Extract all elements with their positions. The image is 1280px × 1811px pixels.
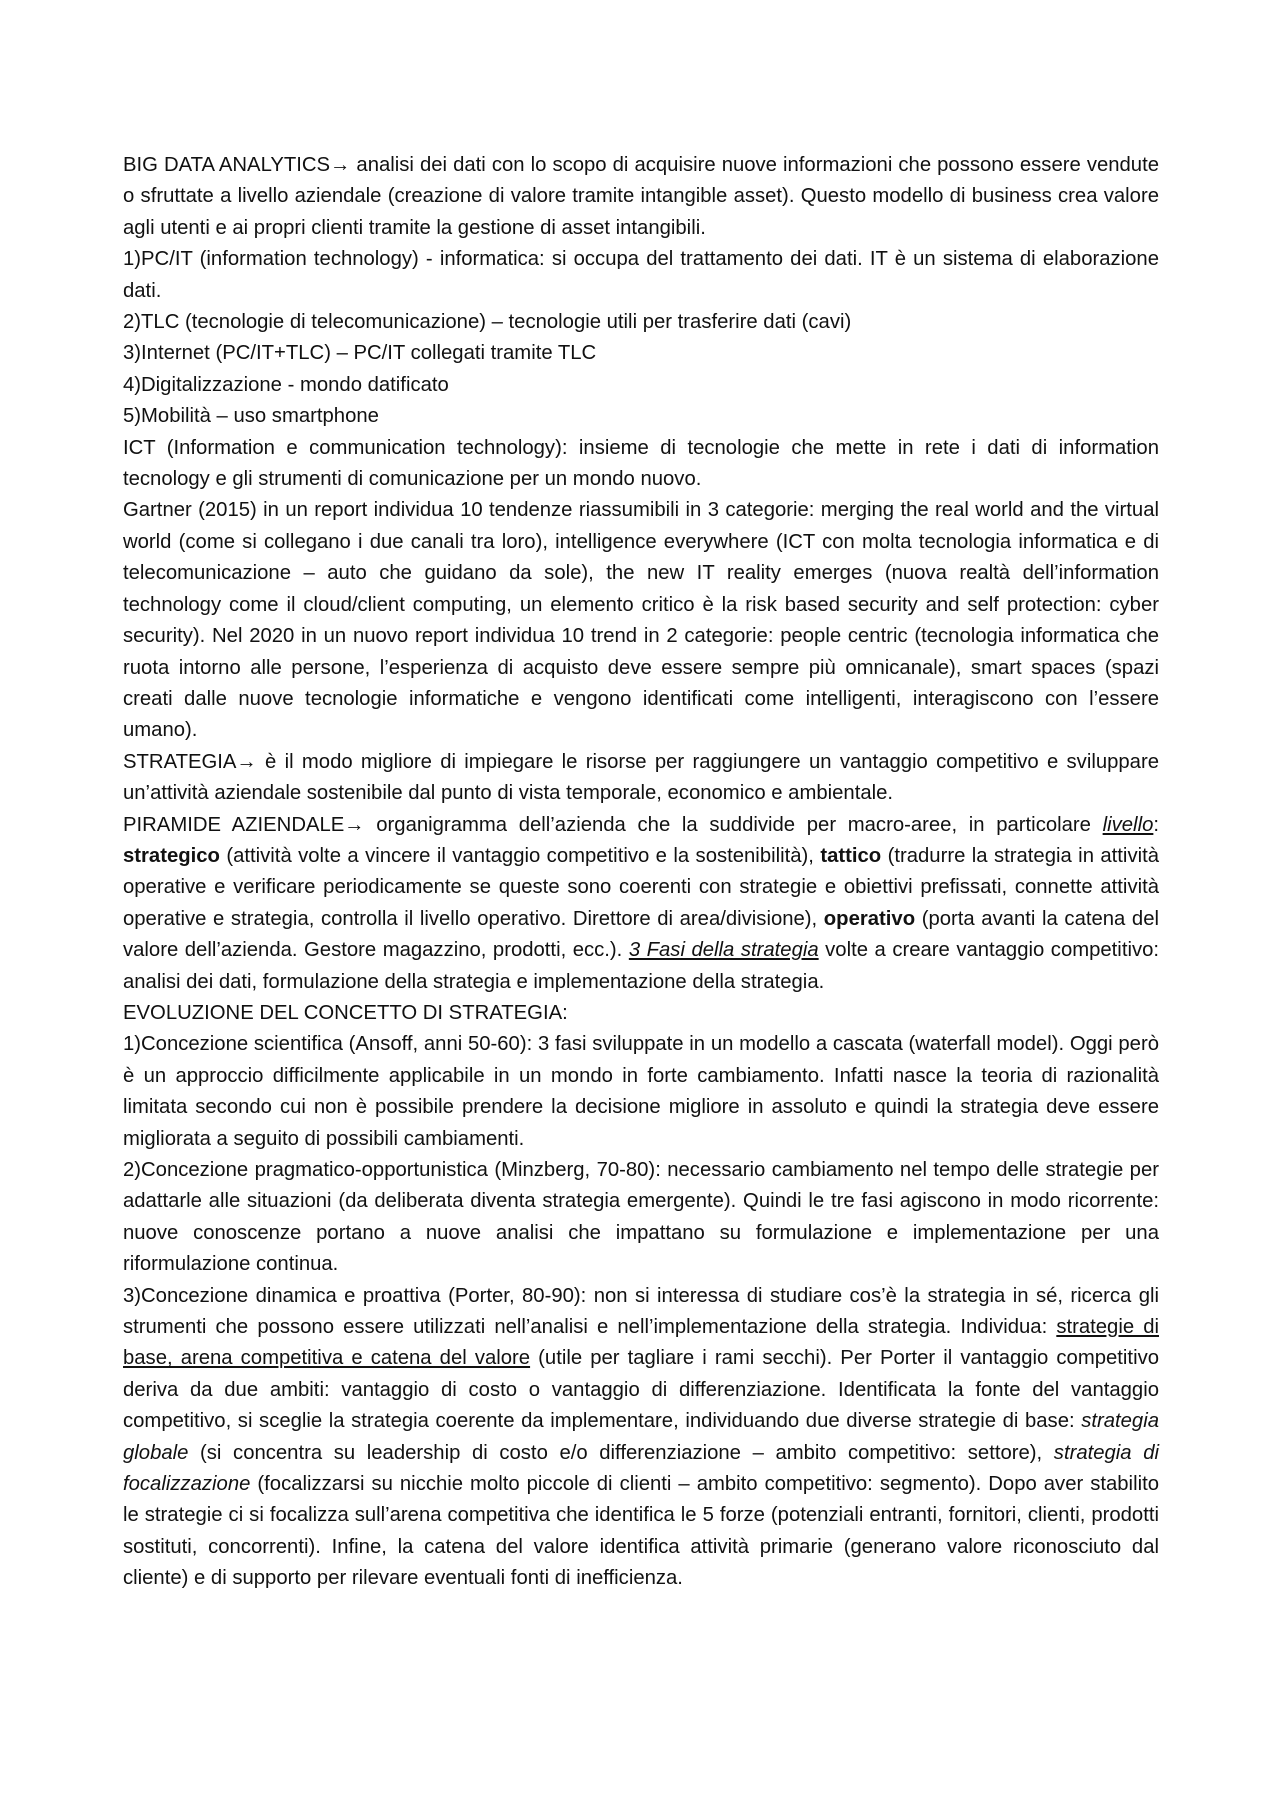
paragraph-evoluzione-1: 1)Concezione scientifica (Ansoff, anni 50-60): 3 fasi sviluppate in un modello a cascata (waterfall model). Oggi però è un approccio difficilmente applicabile in un mondo in forte cambiamento. Infatti nasce la teoria di razionalità limitata secondo cui non è possibile prendere la decisione migliore in assoluto e quindi la strategia deve essere migliorata a seguito di possibili cambiamenti. (123, 1033, 1159, 1150)
list-item: 4)Digitalizzazione - mondo datificato (123, 373, 449, 396)
list-item: 1)PC/IT (information technology) - informatica: si occupa del trattamento dei dati. IT è un sistema di elaborazione dati. (123, 248, 1159, 302)
heading-evoluzione: EVOLUZIONE DEL CONCETTO DI STRATEGIA: (123, 1001, 568, 1024)
term-strategia-globale: strategia globale (123, 1410, 1159, 1464)
term-operativo: operativo (823, 907, 916, 930)
text-segment: (tradurre la strategia in attività operative e verificare periodicamente se queste sono coerenti con strategie e obiettivi prefissati, connette attività operative e strategia, controlla il livello operativo. Direttore di area/divisione), (123, 844, 1159, 930)
term-porter-tools: strategie di base, arena competitiva e catena del valore (123, 1316, 1159, 1370)
text-big-data-analytics: analisi dei dati con lo scopo di acquisire nuove informazioni che possono essere vendute o sfruttate a livello aziendale (creazione di valore tramite intangible asset). Questo modello di business crea valore agli utenti e ai propri clienti tramite la gestione di asset intangibili. (123, 154, 1159, 239)
heading-piramide: PIRAMIDE AZIENDALE→ (123, 813, 365, 836)
paragraph-gartner: Gartner (2015) in un report individua 10 tendenze riassumibili in 3 categorie: merging the real world and the virtual world (come si collegano i due canali tra loro), intelligence everywhere (ICT con molta tecnologia informatica e di telecomunicazione – auto che guidano da sole), the new IT reality emerges (nuova realtà dell’information technology come il cloud/client computing, un elemento critico è la risk based security and self protection: cyber security). Nel 2020 in un nuovo report individua 10 trend in 2 categorie: people centric (tecnologia informatica che ruota intorno alle persone, l’esperienza di acquisto deve essere sempre più omnicanale), smart spaces (spazi creati dalle nuove tecnologie informatiche e vengono identificati come intelligenti, interagiscono con l’essere umano). (123, 499, 1159, 742)
text-segment: volte a creare vantaggio competitivo: analisi dei dati, formulazione della strategia e implementazione della strategia. (123, 939, 1160, 993)
term-tattico: tattico (820, 844, 882, 867)
text-segment: (porta avanti la catena del valore dell’azienda. Gestore magazzino, prodotti, ecc.). (123, 907, 1159, 962)
paragraph-evoluzione-3 (123, 1281, 1159, 1595)
term-livello: livello (1102, 813, 1154, 836)
heading-big-data-analytics: BIG DATA ANALYTICS→ (123, 154, 351, 176)
term-3-fasi: 3 Fasi della strategia (628, 939, 819, 962)
term-strategico: strategico (123, 844, 220, 867)
term-strategia-focalizzazione: strategia di focalizzazione (123, 1441, 1159, 1496)
text-segment: organigramma dell’azienda che la suddivide per macro-aree, in particolare (364, 813, 1103, 836)
paragraph-piramide (123, 810, 1159, 998)
list-item: 2)TLC (tecnologie di telecomunicazione) – tecnologie utili per trasferire dati (cavi) (123, 311, 852, 334)
paragraph-strategia (123, 747, 1159, 810)
text-segment: (utile per tagliare i rami secchi). Per Porter il vantaggio competitivo deriva da due ambiti: vantaggio di costo o vantaggio di differenziazione. Identificata la fonte del vantaggio competitivo, si sceglie la strategia coerente da implementare, individuando due diverse strategie di base: (123, 1347, 1159, 1433)
paragraph-evoluzione-2: 2)Concezione pragmatico-opportunistica (Minzberg, 70-80): necessario cambiamento nel tempo delle strategie per adattarle alle situazioni (da deliberata diventa strategia emergente). Quindi le tre fasi agiscono in modo ricorrente: nuove conoscenze portano a nuove analisi che impattano su formulazione e implementazione per una riformulazione continua. (123, 1159, 1159, 1276)
paragraph-big-data (123, 150, 1159, 244)
list-item: 5)Mobilità – uso smartphone (123, 405, 379, 428)
text-strategia: è il modo migliore di impiegare le risorse per raggiungere un vantaggio competitivo e sviluppare un’attività aziendale sostenibile dal punto di vista temporale, economico e ambientale. (123, 750, 1159, 805)
list-item: 3)Internet (PC/IT+TLC) – PC/IT collegati tramite TLC (123, 342, 597, 365)
text-segment: (focalizzarsi su nicchie molto piccole di clienti – ambito competitivo: segmento). Dopo aver stabilito le strategie ci si focalizza sull’arena competitiva che identifica le 5 forze (potenziali entranti, fornitori, clienti, prodotti sostituti, concorrenti). Infine, la catena del valore identifica attività primarie (generano valore riconosciuto dal cliente) e di supporto per rilevare eventuali fonti di inefficienza. (123, 1473, 1159, 1590)
text-segment: : (1153, 813, 1159, 836)
text-segment: (attività volte a vincere il vantaggio competitivo e la sostenibilità), (219, 844, 821, 867)
heading-strategia: STRATEGIA→ (123, 750, 257, 773)
text-segment: (si concentra su leadership di costo e/o differenziazione – ambito competitivo: settore), (188, 1441, 1054, 1464)
document-page (123, 150, 1159, 1595)
text-segment: 3)Concezione dinamica e proattiva (Porter, 80-90): non si interessa di studiare cos’è la strategia in sé, ricerca gli strumenti che possono essere utilizzati nell’analisi e nell’implementazione della strategia. Individua: (123, 1284, 1159, 1339)
paragraph-ict: ICT (Information e communication technology): insieme di tecnologie che mette in rete i dati di information tecnology e gli strumenti di comunicazione per un mondo nuovo. (123, 436, 1159, 491)
